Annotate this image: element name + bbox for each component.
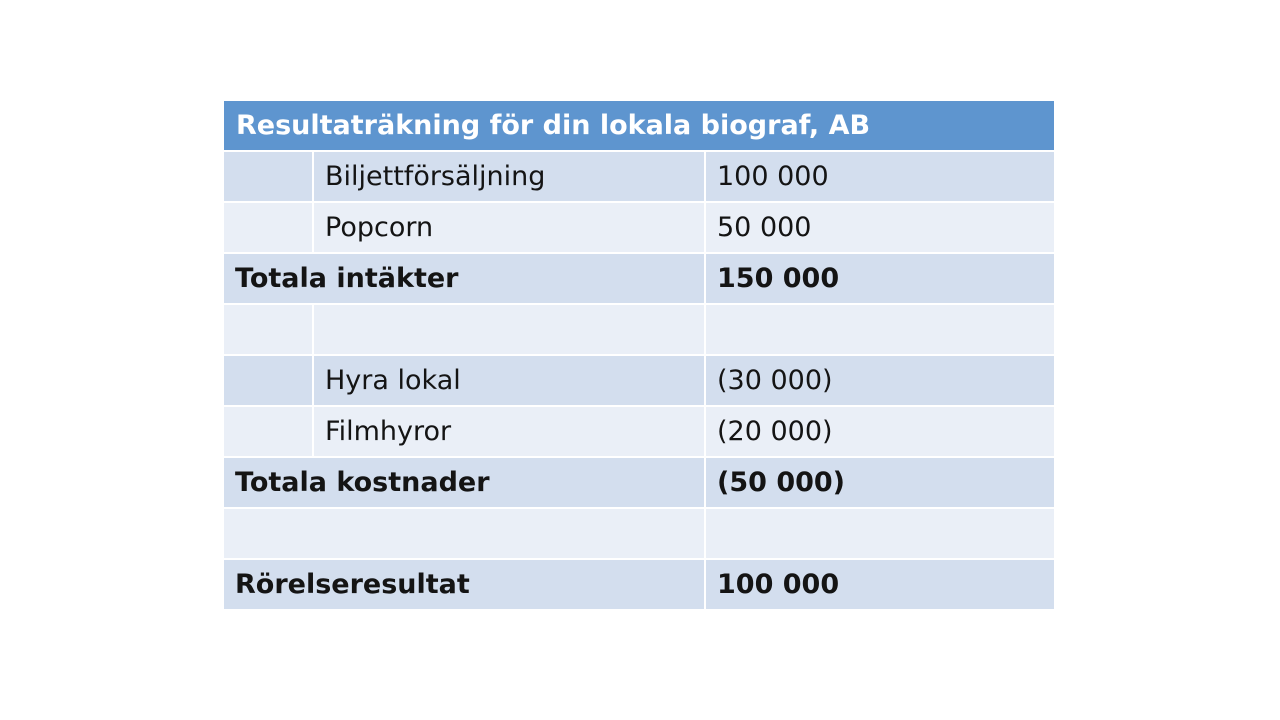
indent-cell [223, 304, 313, 355]
indent-cell [223, 151, 313, 202]
indent-cell [223, 355, 313, 406]
table-row-empty [223, 304, 1055, 355]
row-label [223, 508, 705, 559]
row-value [705, 304, 1055, 355]
table-title: Resultaträkning för din lokala biograf, AB [223, 100, 1055, 151]
row-label: Hyra lokal [313, 355, 705, 406]
row-value: 100 000 [705, 151, 1055, 202]
row-value: (30 000) [705, 355, 1055, 406]
row-value: 150 000 [705, 253, 1055, 304]
row-label: Totala kostnader [223, 457, 705, 508]
row-value: (50 000) [705, 457, 1055, 508]
indent-cell [223, 202, 313, 253]
row-label: Filmhyror [313, 406, 705, 457]
row-label [313, 304, 705, 355]
table-row-result [223, 559, 1055, 610]
table-row-total [223, 457, 1055, 508]
indent-cell [223, 406, 313, 457]
row-value: 50 000 [705, 202, 1055, 253]
table-row [223, 355, 1055, 406]
income-statement-table [222, 99, 1056, 611]
row-value: 100 000 [705, 559, 1055, 610]
row-value: (20 000) [705, 406, 1055, 457]
table-row [223, 151, 1055, 202]
table-row-empty [223, 508, 1055, 559]
table-row-total [223, 253, 1055, 304]
table-row [223, 406, 1055, 457]
row-label: Totala intäkter [223, 253, 705, 304]
row-value [705, 508, 1055, 559]
row-label: Popcorn [313, 202, 705, 253]
row-label: Biljettförsäljning [313, 151, 705, 202]
table-header-row [223, 100, 1055, 151]
table-row [223, 202, 1055, 253]
row-label: Rörelseresultat [223, 559, 705, 610]
